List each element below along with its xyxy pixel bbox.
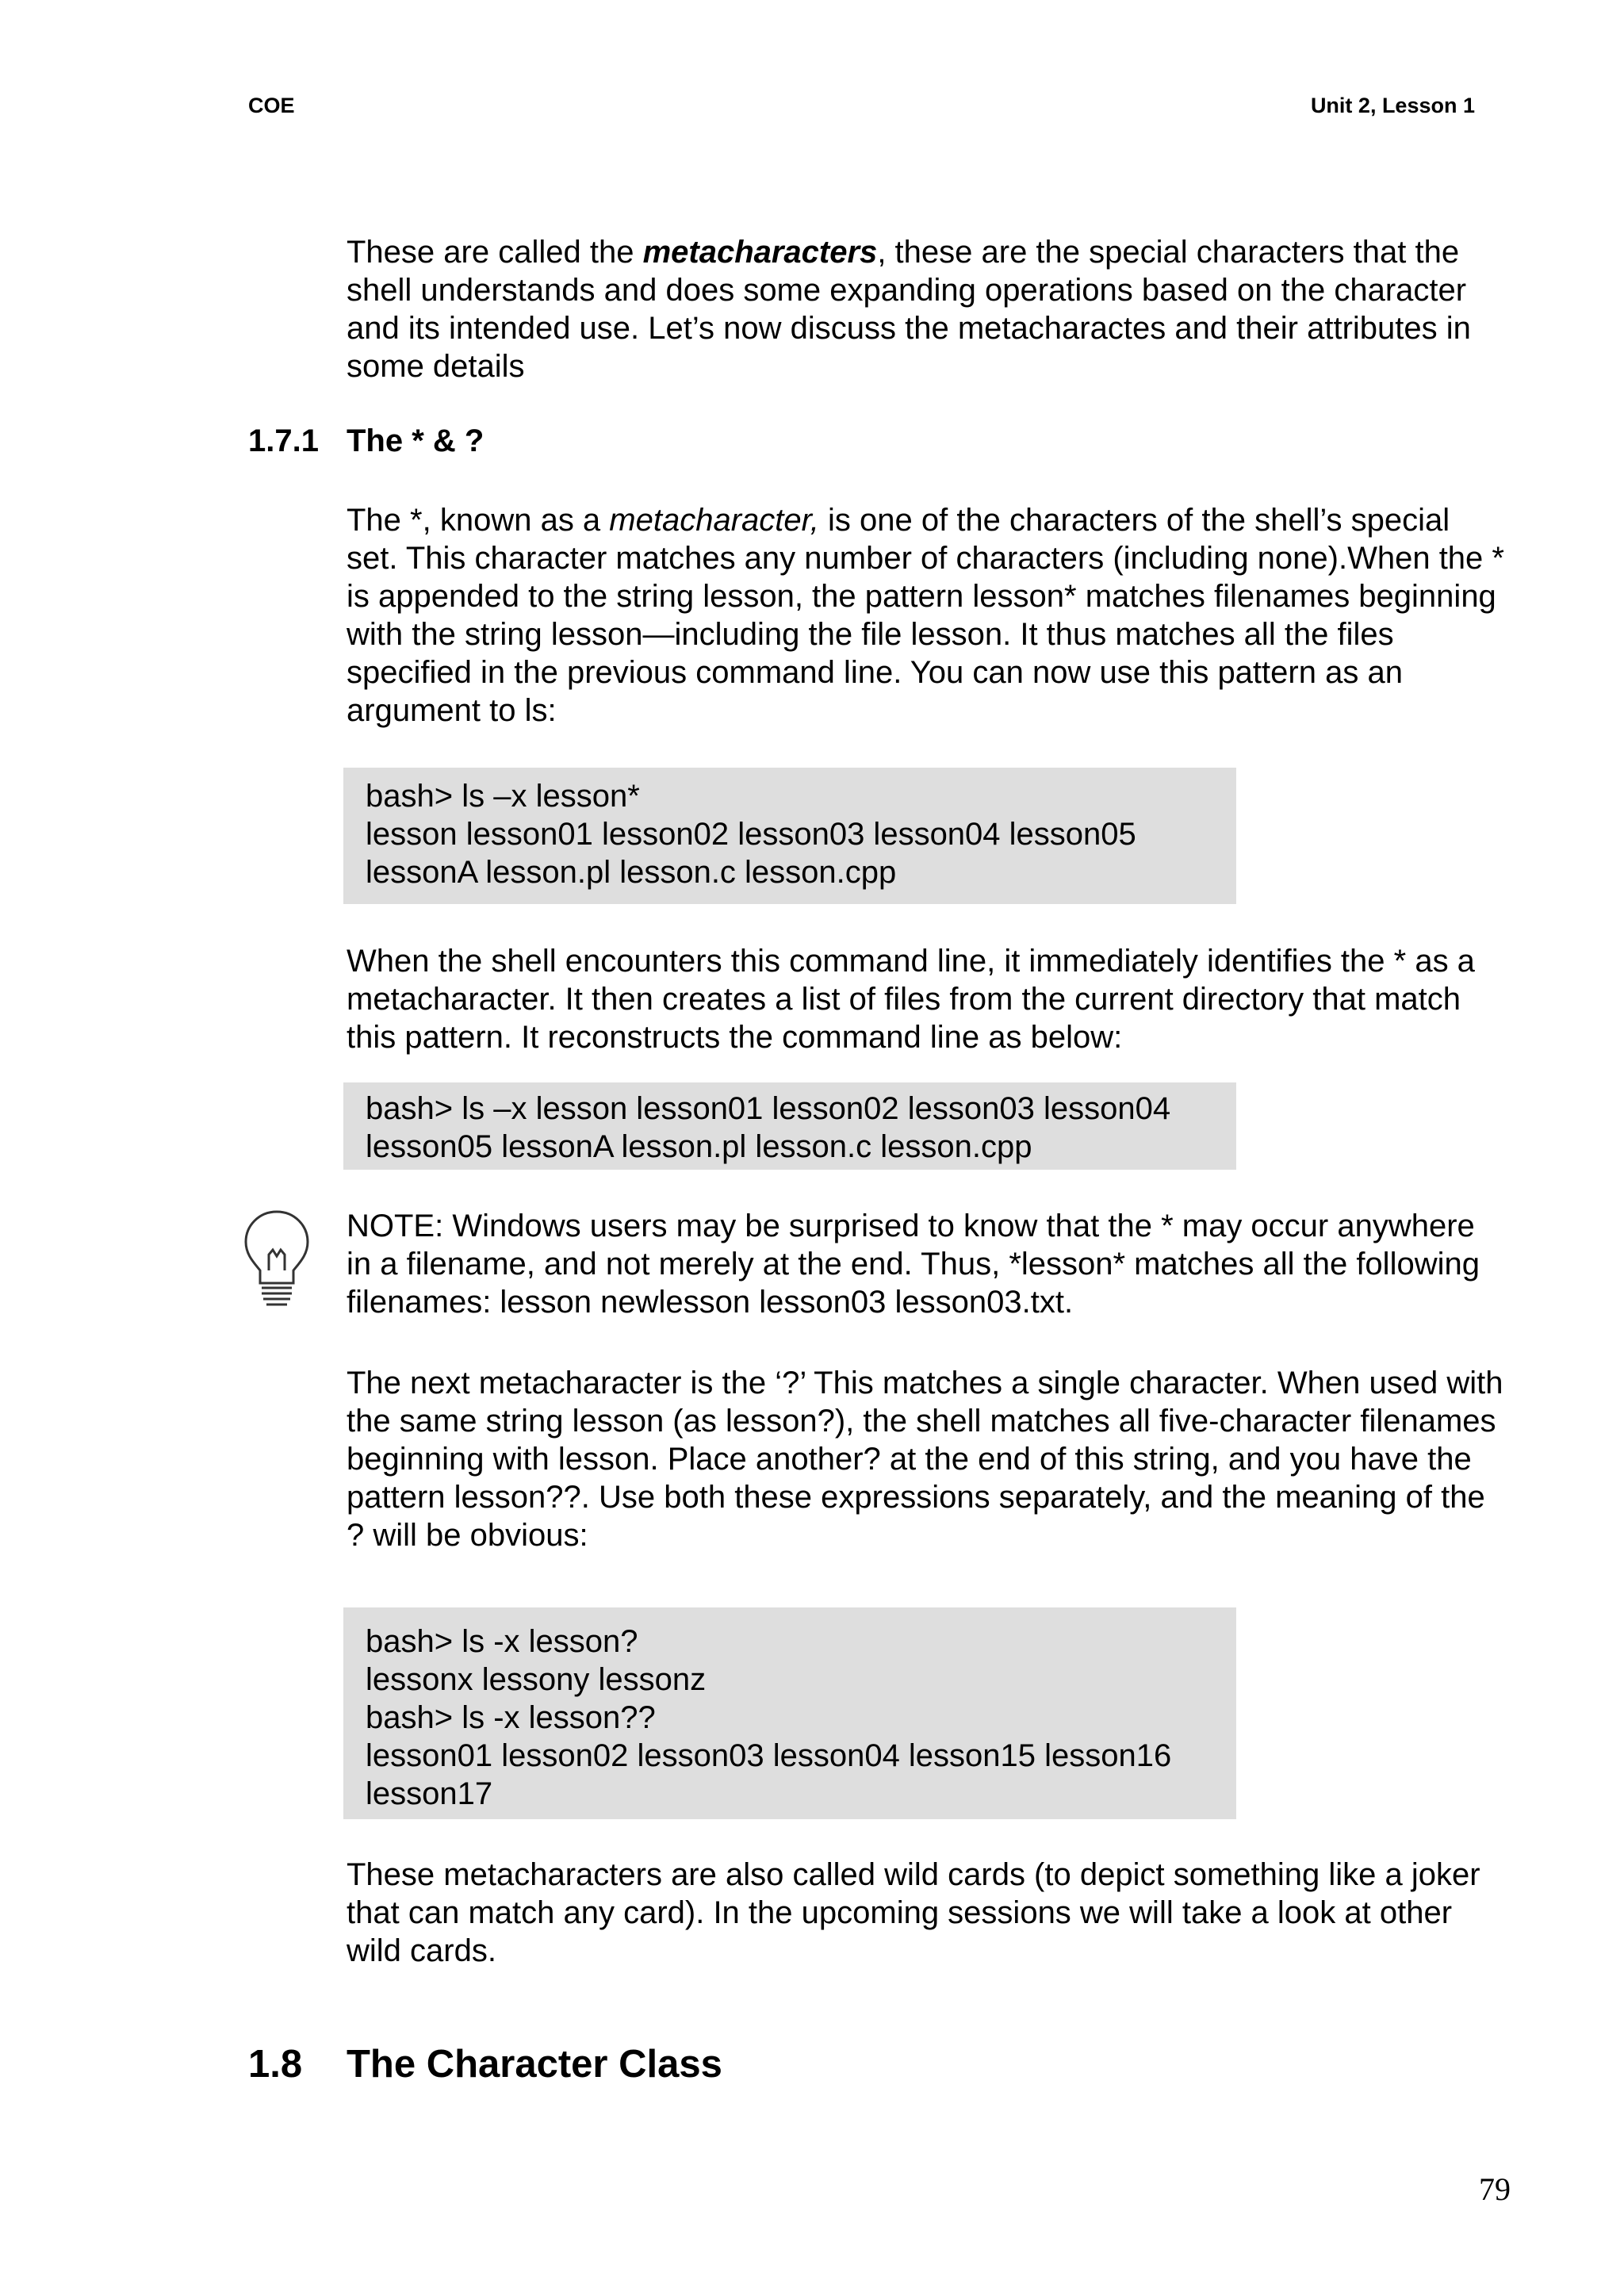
code-line: bash> ls -x lesson? (366, 1624, 638, 1659)
code-line: lesson05 lessonA lesson.pl lesson.c lesson.cpp (366, 1129, 1032, 1164)
code-line: lessonA lesson.pl lesson.c lesson.cpp (366, 855, 897, 890)
code-line: lesson lesson01 lesson02 lesson03 lesson04 lesson05 (366, 817, 1136, 852)
code-line: lessonx lessony lessonz (366, 1662, 707, 1697)
code-line: lesson17 (366, 1776, 493, 1811)
code-block-reconstructed (343, 1082, 1236, 1170)
code-line: bash> ls –x lesson lesson01 lesson02 lesson03 lesson04 (366, 1091, 1171, 1126)
star-paragraph: The *, known as a metacharacter, is one of the characters of the shell’s special set. This character matches any number of characters (including none).When the * is appended to the string lesson, the pattern lesson* matches filenames beginning with the string lesson—including the file lesson. It thus matches all the files specified in the previous command line. You can now use this pattern as an argument to ls: (347, 503, 1504, 728)
lightbulb-icon (243, 1209, 311, 1310)
code-block-ls-star (343, 768, 1236, 904)
intro-paragraph: These are called the metacharacters, these are the special characters that the shell understands and does some expanding operations based on the character and its intended use. Let’s now discuss the metacharactes and their attributes in some details (347, 235, 1471, 384)
header-right: Unit 2, Lesson 1 (1310, 94, 1475, 117)
code-line: lesson01 lesson02 lesson03 lesson04 lesson15 lesson16 (366, 1738, 1172, 1773)
wildcards-paragraph: These metacharacters are also called wild cards (to depict something like a joker that can match any card). In the upcoming sessions we will take a look at other wild cards. (347, 1857, 1480, 1968)
section-1-7-1-heading (248, 423, 484, 459)
code-line: bash> ls -x lesson?? (366, 1700, 656, 1735)
section-title: The * & ? (347, 423, 485, 458)
question-paragraph: The next metacharacter is the ‘?’ This matches a single character. When used with the same string lesson (as lesson?), the shell matches all five-character filenames beginning with lesson. Place another? at the end of this string, and you have the pattern lesson??. Use both these expressions separately, and the meaning of the ? will be obvious: (347, 1366, 1503, 1553)
section-title: The Character Class (347, 2043, 722, 2086)
header-left: COE (248, 94, 295, 117)
section-number: 1.8 (248, 2043, 303, 2086)
code-block-ls-question (343, 1607, 1236, 1819)
shell-paragraph: When the shell encounters this command line, it immediately identifies the * as a metacharacter. It then creates a list of files from the current directory that match this pattern. It reconstructs the command line as below: (347, 944, 1475, 1055)
section-number: 1.7.1 (248, 423, 319, 458)
page-number: 79 (1479, 2171, 1511, 2207)
note-paragraph: NOTE: Windows users may be surprised to know that the * may occur anywhere in a filename, and not merely at the end. Thus, *lesson* matches all the following filenames: lesson newlesson lesson03 lesson03.txt. (347, 1209, 1480, 1320)
code-line: bash> ls –x lesson* (366, 779, 640, 814)
section-1-8-heading (248, 2042, 722, 2086)
